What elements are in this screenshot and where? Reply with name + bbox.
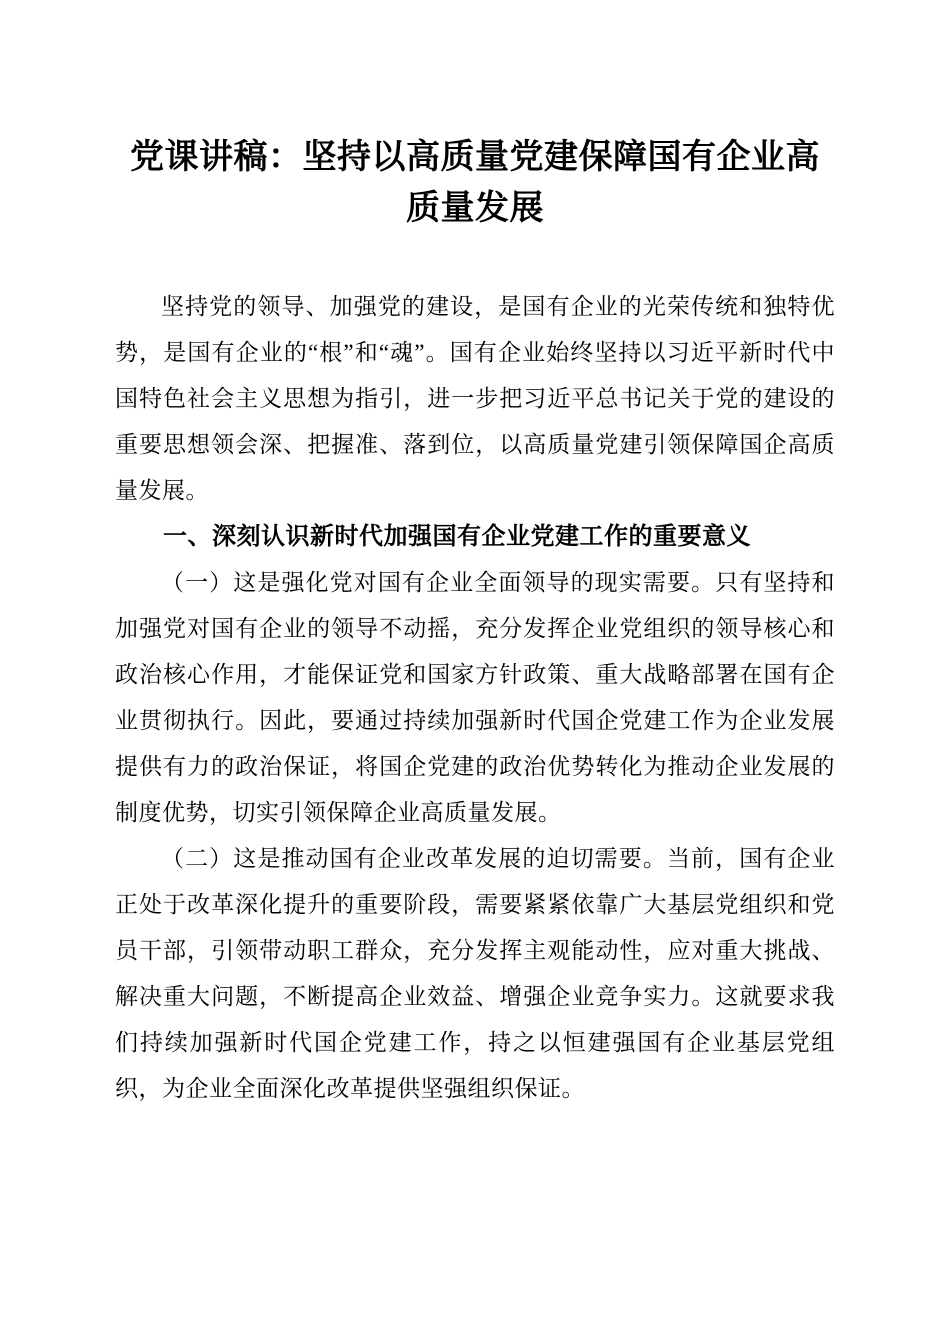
paragraph-intro: 坚持党的领导、加强党的建设，是国有企业的光荣传统和独特优势，是国有企业的“根”和“魂”。国有企业始终坚持以习近平新时代中国特色社会主义思想为指引，进一步把习近平总书记关于党的建设的重要思想领会深、把握准、落到位，以高质量党建引领保障国企高质量发展。	[115, 294, 835, 503]
section-heading-1: 一、深刻认识新时代加强国有企业党建工作的重要意义	[163, 523, 751, 550]
paragraph-point-2: （二）这是推动国有企业改革发展的迫切需要。当前，国有企业正处于改革深化提升的重要阶段，需要紧紧依靠广大基层党组织和党员干部，引领带动职工群众，充分发挥主观能动性，应对重大挑战、解决重大问题，不断提高企业效益、增强企业竞争实力。这就要求我们持续加强新时代国企党建工作，持之以恒建强国有企业基层党组织，为企业全面深化改革提供坚强组织保证。	[115, 846, 835, 1101]
document-title: 党课讲稿：坚持以高质量党建保障国有企业高质量发展	[130, 139, 820, 227]
paragraph-point-1: （一）这是强化党对国有企业全面领导的现实需要。只有坚持和加强党对国有企业的领导不动摇，充分发挥企业党组织的领导核心和政治核心作用，才能保证党和国家方针政策、重大战略部署在国有企业贯彻执行。因此，要通过持续加强新时代国企党建工作为企业发展提供有力的政治保证，将国企党建的政治优势转化为推动企业发展的制度优势，切实引领保障企业高质量发展。	[115, 570, 835, 825]
